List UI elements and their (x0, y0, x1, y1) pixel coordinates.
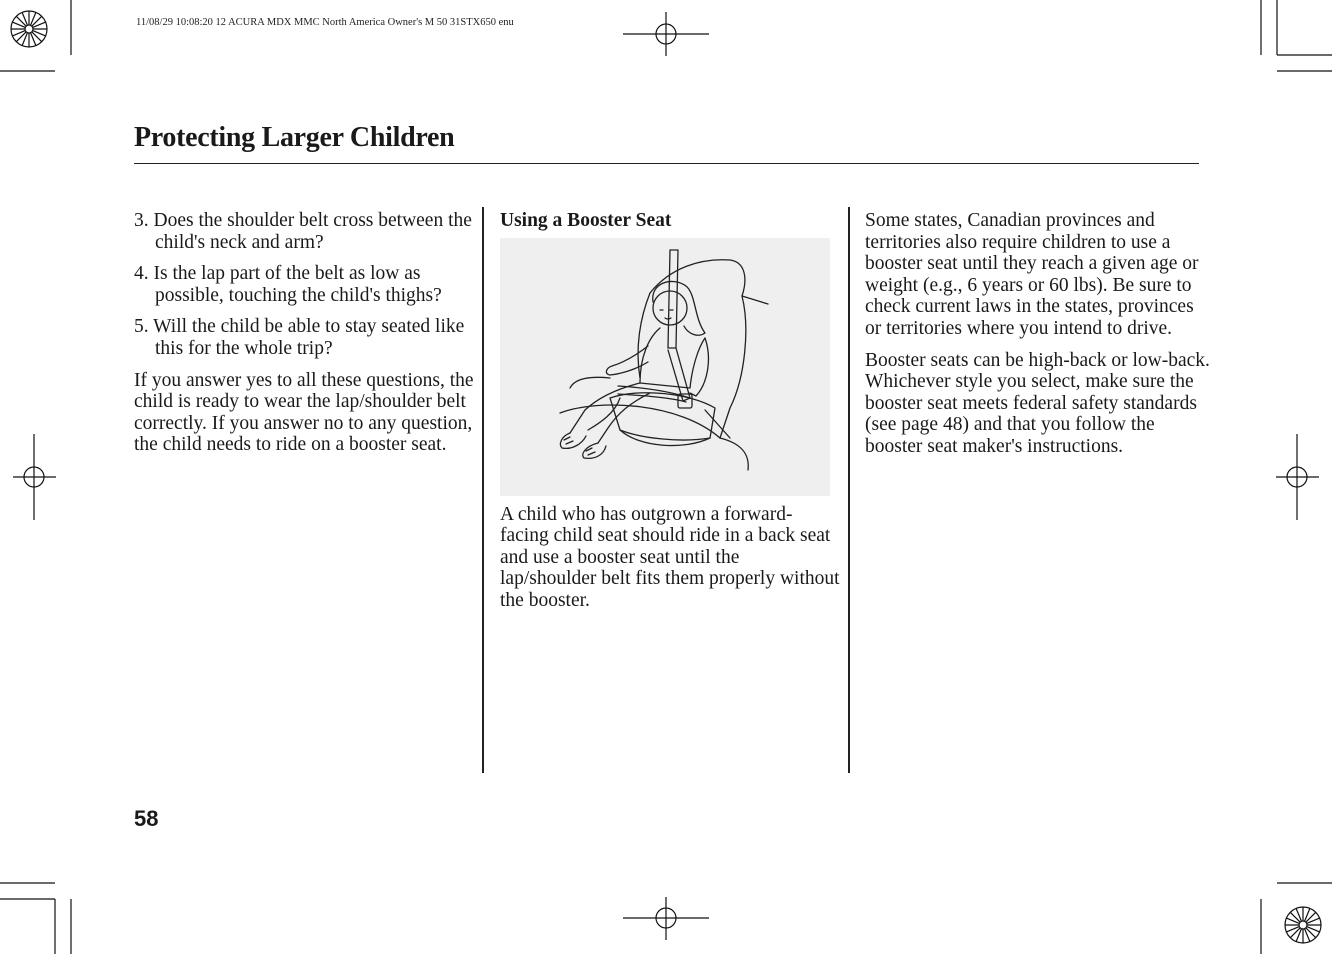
registration-crosshair-icon (1276, 434, 1319, 520)
column-left (134, 210, 474, 466)
page-number: 58 (134, 806, 159, 831)
column-divider (482, 207, 484, 773)
child-on-booster-seat-illustration-icon (500, 238, 830, 496)
section-heading: Using a Booster Seat (500, 210, 672, 231)
page-title: Protecting Larger Children (134, 122, 455, 153)
booster-types-paragraph: Booster seats can be high-back or low-back. Whichever style you select, make sure the booster seat meets federal safety standards (see page 48) and that you follow the booster seat maker's instructions. (865, 349, 1210, 457)
list-item: 3. Does the shoulder belt cross between the child's neck and arm? (134, 210, 472, 253)
column-right (865, 210, 1210, 468)
registration-sunburst-icon (11, 11, 47, 47)
conclusion-paragraph: If you answer yes to all these questions, the child is ready to wear the lap/shoulder belt correctly. If you answer no to any question, the child needs to ride on a booster seat. (134, 369, 474, 456)
registration-crosshair-icon (13, 434, 56, 520)
column-middle (500, 210, 840, 622)
list-item: 5. Will the child be able to stay seated like this for the whole trip? (134, 316, 465, 359)
booster-seat-figure (500, 238, 830, 496)
laws-paragraph: Some states, Canadian provinces and territories also require children to use a booster seat until they reach a given age or weight (e.g., 6 years or 60 lbs). Be sure to check current laws in the states, provinces or territories where you intend to drive. (865, 210, 1199, 339)
print-header: 11/08/29 10:08:20 12 ACURA MDX MMC North America Owner's M 50 31STX650 enu (136, 17, 514, 28)
list-item: 4. Is the lap part of the belt as low as possible, touching the child's thighs? (134, 263, 442, 306)
registration-crosshair-icon (623, 12, 709, 56)
registration-sunburst-icon (1285, 907, 1321, 943)
registration-crosshair-icon (623, 897, 709, 940)
intro-paragraph: A child who has outgrown a forward-facing child seat should ride in a back seat and use a booster seat until the lap/shoulder belt fits them properly without the booster. (500, 503, 840, 611)
title-divider (134, 163, 1199, 164)
column-divider (848, 207, 850, 773)
